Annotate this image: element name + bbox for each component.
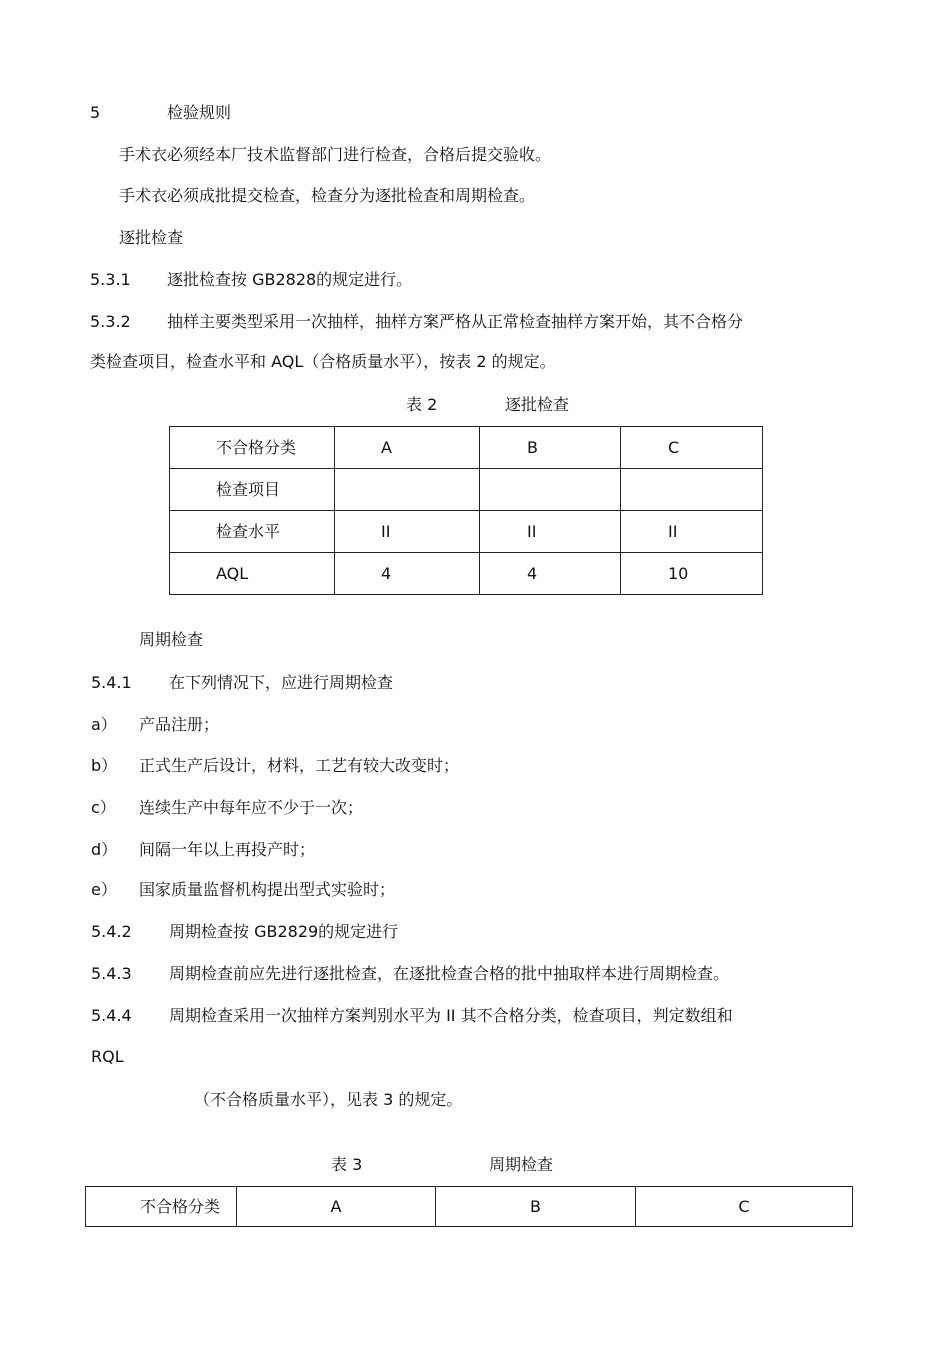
table-header-cell: C [636, 1187, 853, 1227]
clause-text-continued: RQL [91, 1047, 124, 1066]
paragraph-batch-submission: 手术衣必须成批提交检查，检查分为逐批检查和周期检查。 [119, 186, 536, 205]
table-header-cell: B [436, 1187, 636, 1227]
clause-number: 5.4.2 [91, 922, 132, 941]
list-item: 产品注册； [139, 715, 220, 734]
table-cell: B [480, 427, 621, 469]
clause-number: 5.4.4 [91, 1006, 132, 1025]
table-cell: II [480, 511, 621, 553]
table-row [86, 1187, 853, 1227]
table-cell: 4 [335, 553, 480, 595]
table-caption-title: 周期检查 [489, 1155, 554, 1174]
paragraph-acceptance: 手术衣必须经本厂技术监督部门进行检查，合格后提交验收。 [119, 145, 552, 164]
clause-text: 逐批检查按 GB2828的规定进行。 [167, 270, 413, 289]
table-cell [621, 469, 763, 511]
clause-text: 周期检查前应先进行逐批检查，在逐批检查合格的批中抽取样本进行周期检查。 [169, 964, 730, 983]
clause-number: 5.3.1 [90, 270, 131, 289]
clause-text: 周期检查采用一次抽样方案判别水平为 II 其不合格分类，检查项目，判定数组和 [169, 1006, 733, 1025]
table-cell: AQL [170, 553, 335, 595]
list-item-label: b） [91, 756, 118, 775]
table-cell: 10 [621, 553, 763, 595]
clause-text: 抽样主要类型采用一次抽样，抽样方案严格从正常检查抽样方案开始，其不合格分 [167, 312, 744, 331]
clause-number: 5.4.1 [91, 673, 132, 692]
list-item: 间隔一年以上再投产时； [139, 840, 316, 859]
clause-text: 周期检查按 GB2829的规定进行 [169, 922, 399, 941]
table-header-cell: A [237, 1187, 436, 1227]
clause-text-continued: （不合格质量水平），见表 3 的规定。 [194, 1090, 463, 1109]
table-row [170, 427, 763, 469]
table-row [170, 511, 763, 553]
table-cell: 不合格分类 [170, 427, 335, 469]
list-item-label: d） [91, 840, 118, 859]
subsection-title-batch: 逐批检查 [119, 228, 184, 247]
table-cell [480, 469, 621, 511]
table-header-cell: 不合格分类 [86, 1187, 237, 1227]
clause-number: 5.3.2 [90, 312, 131, 331]
batch-inspection-table [169, 426, 763, 595]
table-cell: 检查项目 [170, 469, 335, 511]
table-row [170, 469, 763, 511]
clause-text: 在下列情况下，应进行周期检查 [169, 673, 394, 692]
clause-number: 5.4.3 [91, 964, 132, 983]
table-cell: 4 [480, 553, 621, 595]
periodic-inspection-table [85, 1186, 853, 1227]
list-item: 连续生产中每年应不少于一次； [139, 798, 364, 817]
table-caption-label: 表 2 [406, 395, 438, 414]
list-item: 正式生产后设计，材料，工艺有较大改变时； [139, 756, 460, 775]
section-title: 检验规则 [167, 103, 232, 122]
table-caption-label: 表 3 [331, 1155, 363, 1174]
list-item-label: a） [91, 715, 117, 734]
list-item-label: e） [91, 880, 117, 899]
table-cell: 检查水平 [170, 511, 335, 553]
list-item: 国家质量监督机构提出型式实验时； [139, 880, 396, 899]
subsection-title-periodic: 周期检查 [139, 630, 204, 649]
table-cell: A [335, 427, 480, 469]
section-number: 5 [90, 103, 101, 122]
table-row [170, 553, 763, 595]
list-item-label: c） [91, 798, 116, 817]
table-cell: II [621, 511, 763, 553]
table-caption-title: 逐批检查 [505, 395, 570, 414]
table-cell: II [335, 511, 480, 553]
clause-text-continued: 类检查项目，检查水平和 AQL（合格质量水平），按表 2 的规定。 [90, 352, 556, 371]
table-cell [335, 469, 480, 511]
table-cell: C [621, 427, 763, 469]
